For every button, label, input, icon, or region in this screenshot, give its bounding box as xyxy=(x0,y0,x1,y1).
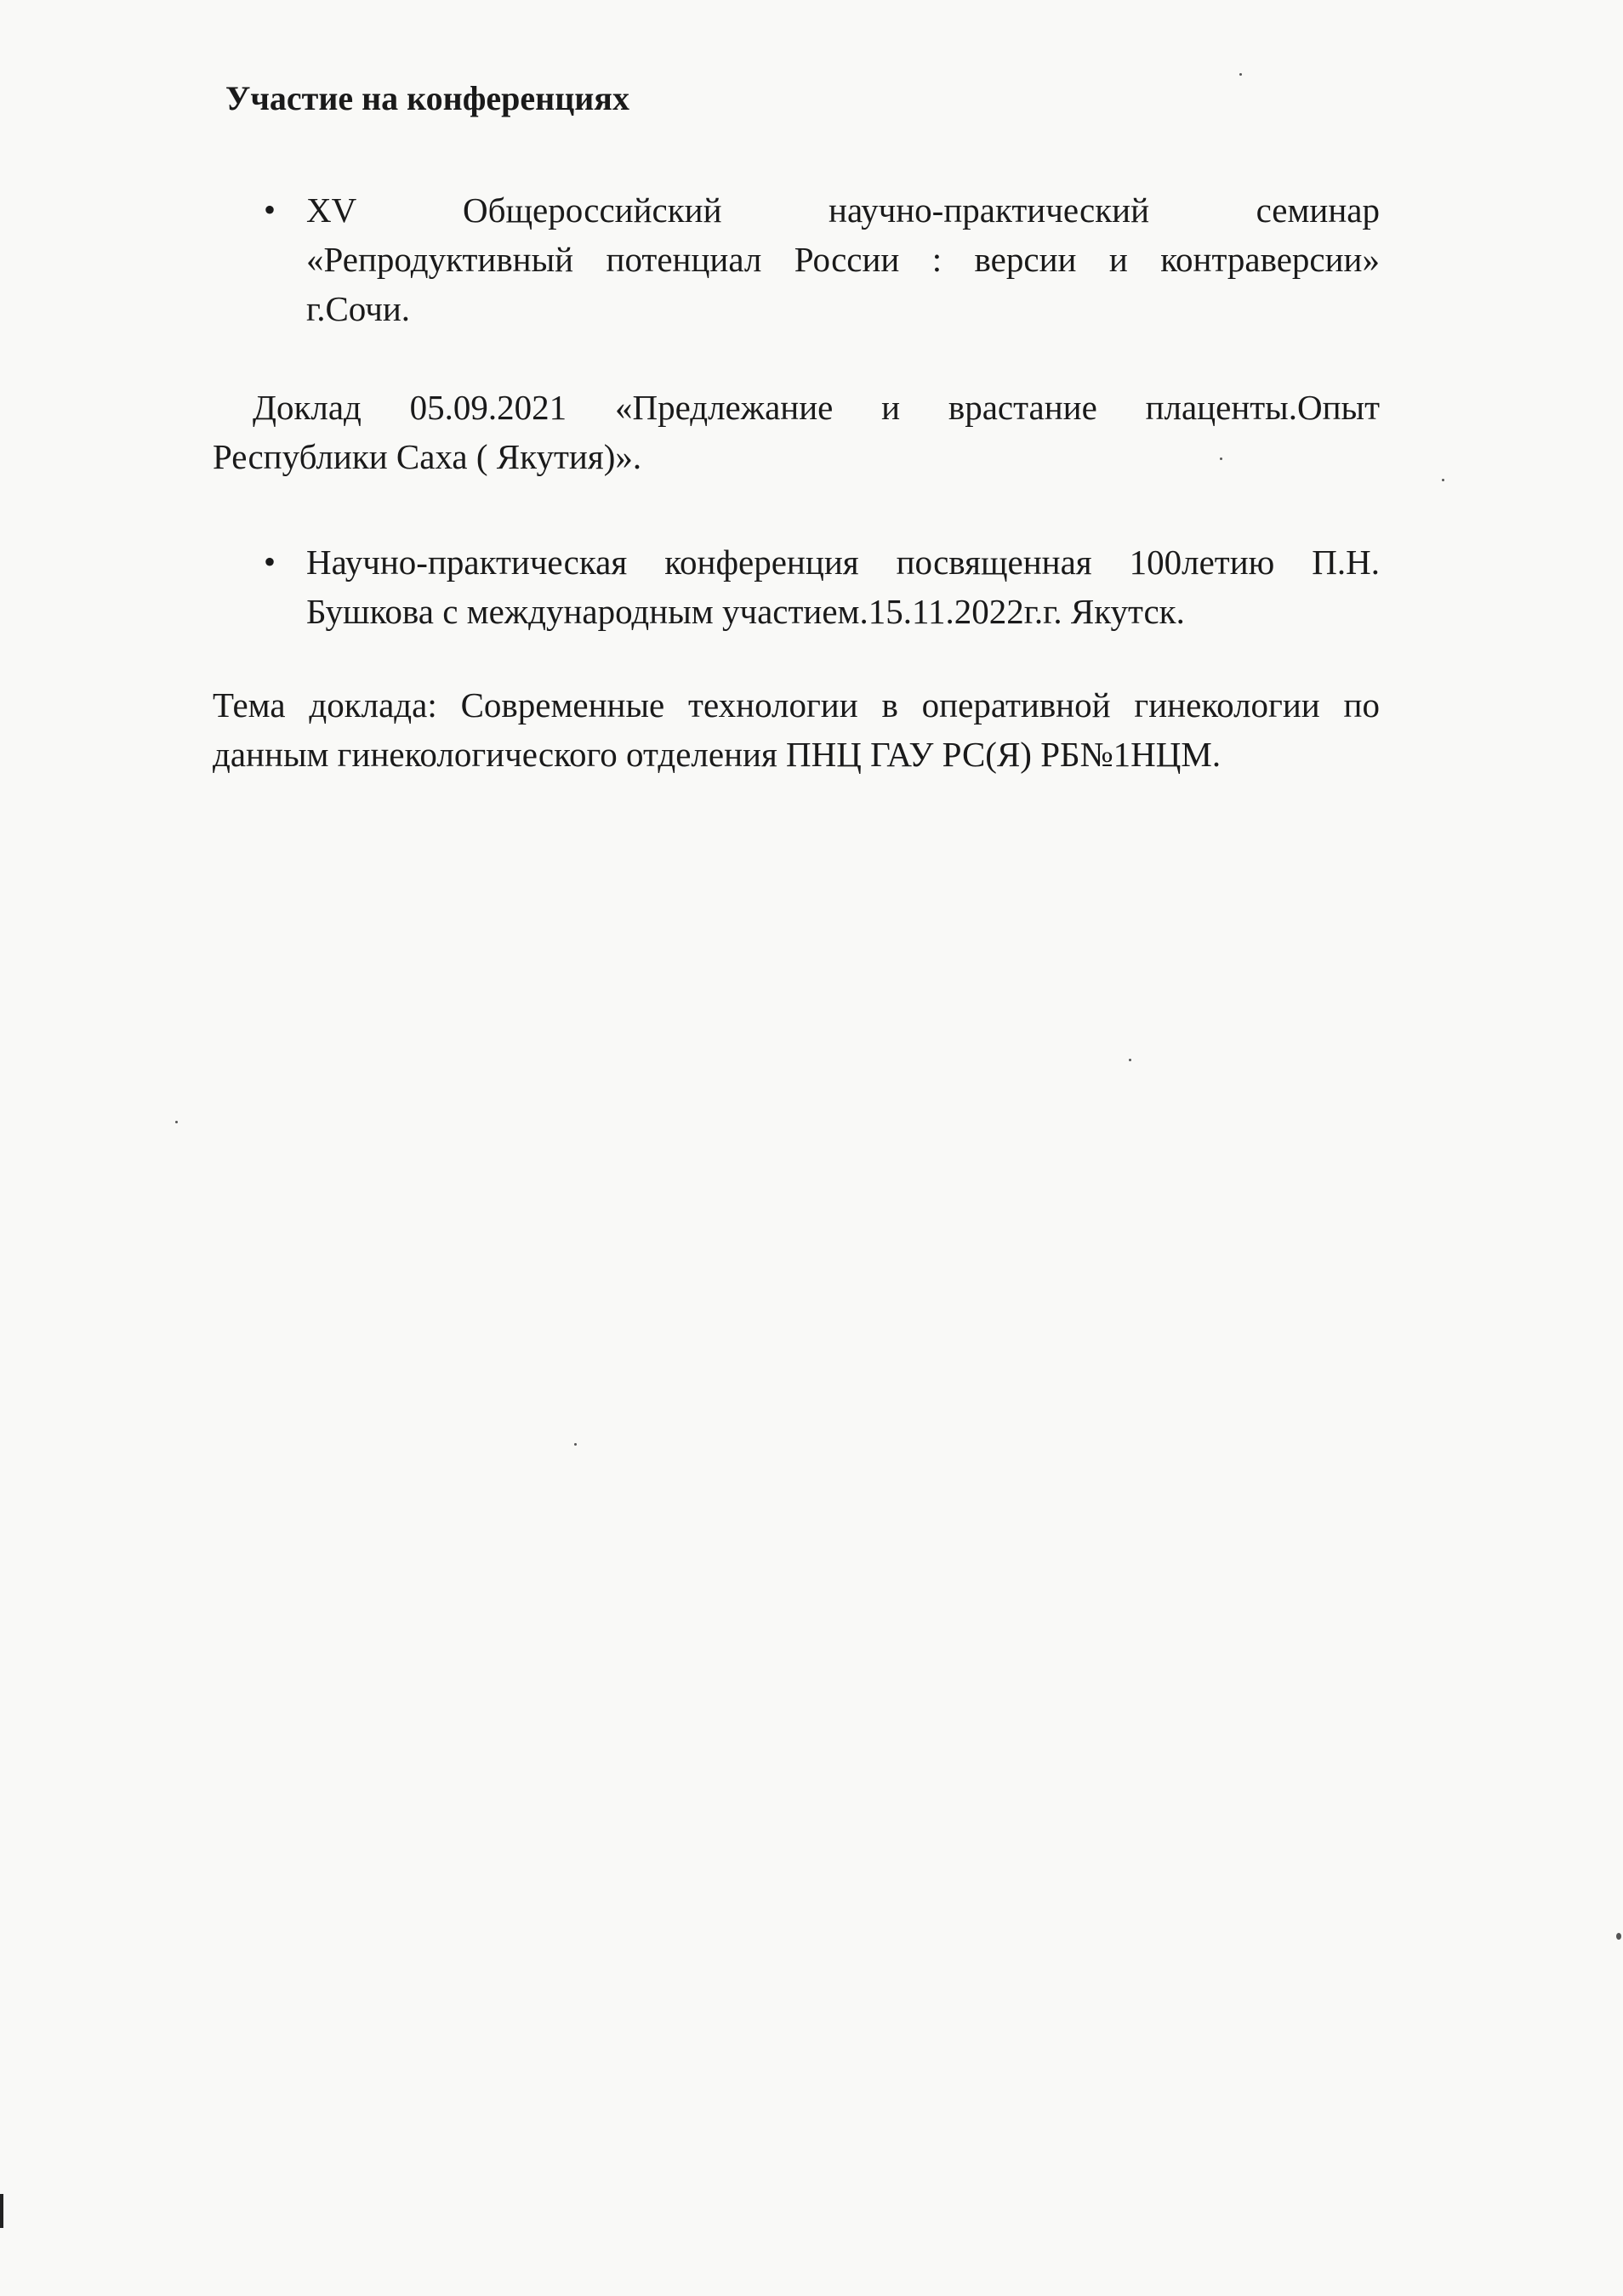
paragraph-line: Тема доклада: Современные технологии в оперативной гинекологии по xyxy=(213,685,1380,725)
scan-edge-mark xyxy=(0,2194,3,2228)
scan-speck xyxy=(574,1443,577,1446)
section-heading: Участие на конференциях xyxy=(225,79,629,117)
list-item-line: XV Общероссийский научно-практический семинар xyxy=(306,190,1380,230)
bullet-icon: • xyxy=(264,190,276,229)
list-item-conference xyxy=(264,537,1380,636)
paragraph-line: Доклад 05.09.2021 «Предлежание и врастание плаценты.Опыт xyxy=(253,388,1380,427)
scan-speck xyxy=(1129,1059,1131,1061)
list-item-seminar xyxy=(264,185,1380,333)
list-item-line: Бушкова с международным участием.15.11.2022г.г. Якутск. xyxy=(306,592,1185,631)
scan-speck xyxy=(1239,73,1242,76)
list-item-line: Научно-практическая конференция посвященная 100летию П.Н. xyxy=(306,543,1380,582)
paragraph-line: Республики Саха ( Якутия)». xyxy=(213,437,642,476)
paragraph-line: данным гинекологического отделения ПНЦ ГАУ РС(Я) РБ№1НЦМ. xyxy=(213,735,1222,774)
scan-speck xyxy=(1220,457,1222,460)
scan-speck xyxy=(1616,1933,1621,1940)
scan-speck xyxy=(1442,479,1444,481)
bullet-icon: • xyxy=(264,543,276,581)
list-item-line: г.Сочи. xyxy=(306,289,411,328)
list-item-line: «Репродуктивный потенциал России : версии и контраверсии» xyxy=(306,240,1380,279)
report-paragraph-2 xyxy=(213,680,1380,779)
report-paragraph-1 xyxy=(213,383,1380,481)
scan-speck xyxy=(175,1121,178,1123)
